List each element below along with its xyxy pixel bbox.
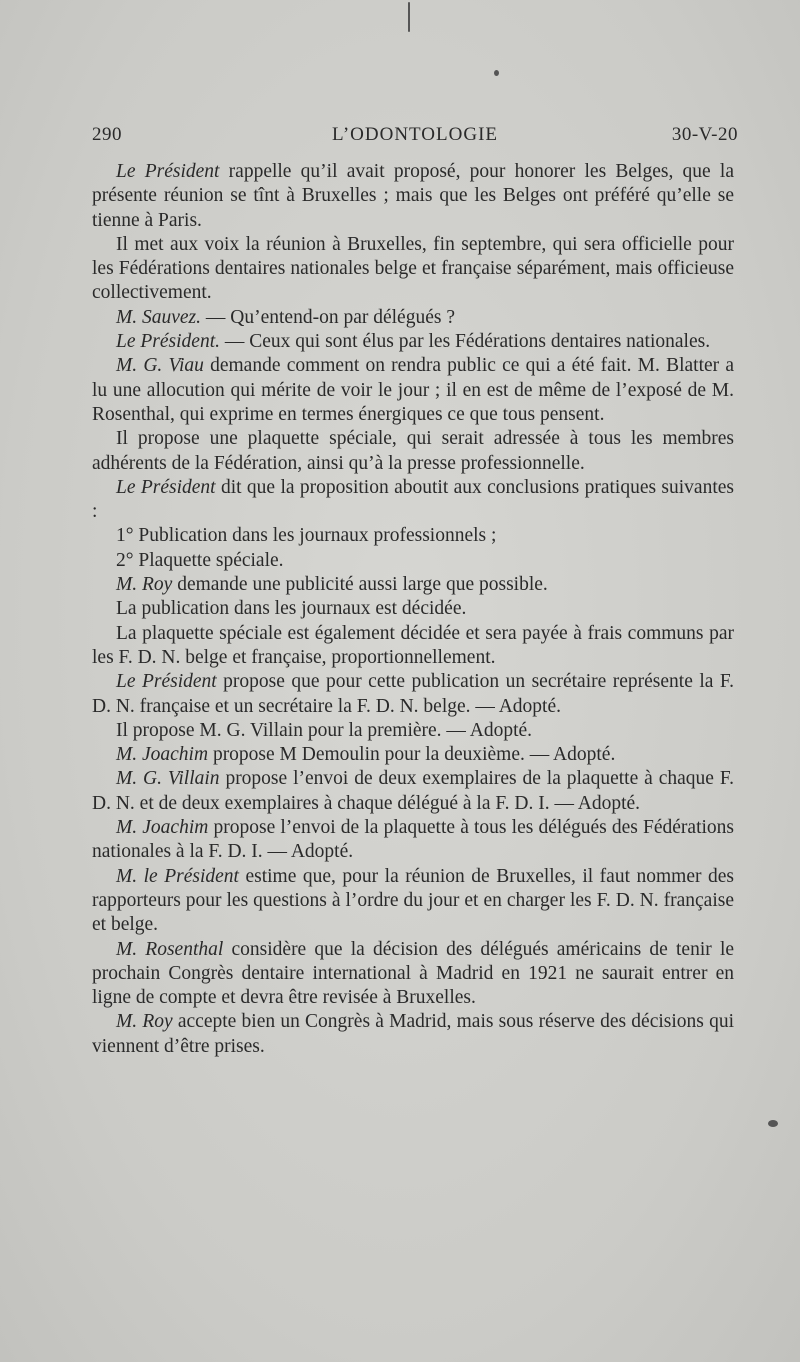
- ink-speck: [408, 2, 410, 32]
- paragraph: [92, 524, 734, 548]
- paragraph: [92, 573, 734, 597]
- speaker: M. le Président: [116, 865, 239, 887]
- speaker: Le Président: [116, 161, 220, 182]
- paragraph: [92, 743, 734, 767]
- paragraph: [92, 233, 734, 306]
- paragraph-text: demande une publicité aussi large que possible.: [172, 574, 548, 596]
- paragraph: [92, 938, 734, 1011]
- paragraph-text: estime que, pour la réunion de Bruxelles, il faut nommer des rapporteurs pour les questions à l’ordre du jour et en charger les F. D. N. française et belge.: [92, 865, 734, 936]
- speaker: M. G. Villain: [116, 768, 220, 790]
- paragraph: [92, 354, 734, 427]
- speaker: Le Président: [116, 476, 216, 498]
- speaker: M. G. Viau: [116, 355, 204, 377]
- paragraph: [92, 1010, 734, 1059]
- paragraph-text: La plaquette spéciale est également décidée et sera payée à frais communs par les F. D. N. belge et française, proportionnellement.: [92, 622, 734, 668]
- body-text: [92, 160, 734, 1059]
- speaker: M. Sauvez.: [116, 306, 202, 328]
- paragraph: [92, 816, 734, 865]
- paragraph: [92, 160, 734, 233]
- paragraph-text: La publication dans les journaux est décidée.: [116, 598, 467, 620]
- paragraph: [92, 719, 734, 743]
- paragraph-text: considère que la décision des délégués américains de tenir le prochain Congrès dentaire international à Madrid en 1921 ne saurait entrer en ligne de compte et devra être revisée à Bruxelles.: [92, 938, 735, 1009]
- paragraph-text: dit que la proposition aboutit aux conclusions pratiques suivantes :: [92, 476, 734, 523]
- speaker: M. Joachim: [116, 744, 209, 766]
- paragraph-text: Il propose M. G. Villain pour la première. — Adopté.: [116, 719, 533, 741]
- paragraph-text: demande comment on rendra public ce qui a été fait. M. Blatter a lu une allocution qui mérite de voir le jour ; il en est de même de l’exposé de M. Rosenthal, qui exprime en termes énergiques ce que tous pensent.: [92, 355, 734, 425]
- issue-date: 30-V-20: [671, 124, 738, 145]
- speaker: M. Joachim: [116, 817, 209, 839]
- paragraph-text: — Qu’entend-on par délégués ?: [201, 306, 455, 328]
- paragraph-text: propose l’envoi de la plaquette à tous les délégués des Fédérations nationales à la F. D. I. — Adopté.: [92, 817, 734, 863]
- paragraph-text: accepte bien un Congrès à Madrid, mais sous réserve des décisions qui viennent d’être prises.: [92, 1011, 734, 1057]
- ink-speck: [768, 1120, 778, 1127]
- ink-speck: [494, 70, 499, 76]
- speaker: Le Président: [116, 671, 217, 693]
- paragraph: [92, 670, 734, 719]
- speaker: Le Président.: [116, 331, 220, 353]
- paragraph: [92, 306, 734, 330]
- paragraph-text: rappelle qu’il avait proposé, pour honorer les Belges, que la présente réunion se tînt à Bruxelles ; mais que les Belges ont préféré qu’elle se tienne à Paris.: [92, 161, 734, 231]
- paragraph-text: propose l’envoi de deux exemplaires de la plaquette à chaque F. D. N. et de deux exemplaires à chaque délégué à la F. D. I. — Adopté.: [92, 768, 734, 814]
- paragraph: [92, 549, 734, 573]
- speaker: M. Roy: [116, 1011, 173, 1033]
- paragraph-text: propose M Demoulin pour la deuxième. — Adopté.: [208, 744, 616, 766]
- paragraph: [92, 767, 734, 816]
- paragraph-text: Il met aux voix la réunion à Bruxelles, fin septembre, qui sera officielle pour les Fédérations dentaires nationales belge et française séparément, mais officieuse collectivement.: [92, 233, 734, 304]
- running-header: [92, 124, 738, 154]
- journal-title: L’ODONTOLOGIE: [331, 124, 499, 145]
- paragraph-text: 2° Plaquette spéciale.: [116, 549, 284, 571]
- paragraph-text: 1° Publication dans les journaux professionnels ;: [116, 525, 497, 547]
- paragraph: [92, 330, 734, 354]
- paragraph: [92, 597, 734, 621]
- paragraph: [92, 622, 734, 671]
- paragraph: [92, 427, 734, 476]
- paragraph-text: — Ceux qui sont élus par les Fédérations dentaires nationales.: [219, 331, 711, 353]
- paragraph: [92, 476, 734, 525]
- paragraph: [92, 865, 734, 938]
- speaker: M. Roy: [116, 574, 173, 596]
- paragraph-text: propose que pour cette publication un secrétaire représente la F. D. N. française et un secrétaire la F. D. N. belge. — Adopté.: [92, 671, 735, 717]
- speaker: M. Rosenthal: [116, 938, 224, 960]
- page-number: 290: [92, 124, 122, 145]
- paragraph-text: Il propose une plaquette spéciale, qui serait adressée à tous les membres adhérents de la Fédération, ainsi qu’à la presse professionnelle.: [92, 428, 734, 474]
